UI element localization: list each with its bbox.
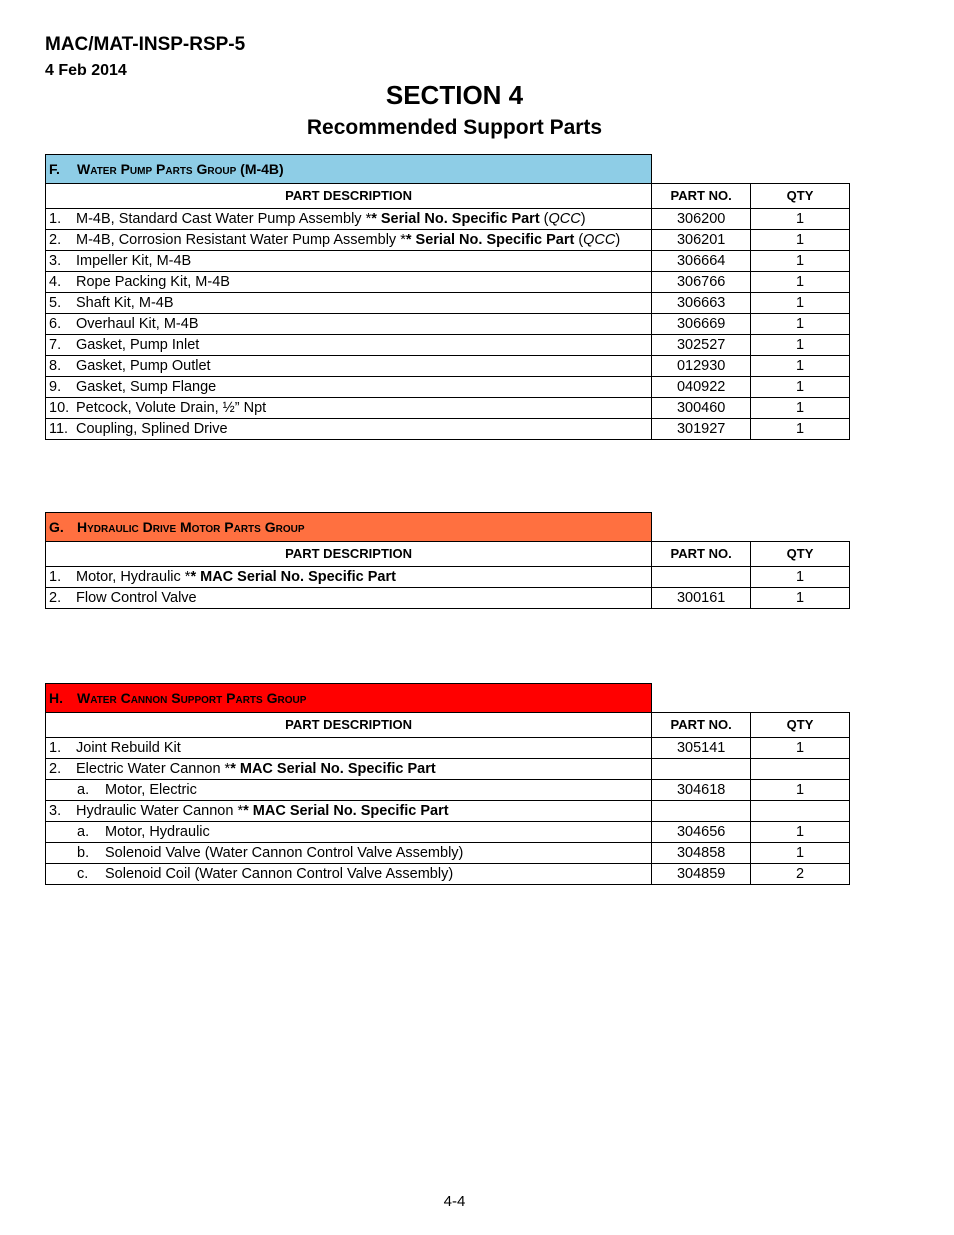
part-number: 300161 (652, 588, 751, 609)
hydraulic-drive-motor-parts-table (45, 512, 850, 609)
table-row (46, 356, 850, 377)
part-description (46, 843, 652, 864)
item-number: 1. (49, 211, 62, 227)
quantity: 1 (751, 738, 850, 759)
table-row (46, 251, 850, 272)
item-number: 2. (49, 232, 62, 248)
description-text: Gasket, Sump Flange (76, 379, 217, 395)
water-cannon-support-parts-table (45, 683, 850, 885)
part-description (46, 588, 652, 609)
column-header-row (46, 713, 850, 738)
quantity: 1 (751, 419, 850, 440)
quantity: 1 (751, 822, 850, 843)
serial-specific-note: * Serial No. Specific Part (371, 211, 540, 227)
qcc-note: QCC (548, 211, 581, 227)
description-text: Rope Packing Kit, M-4B (76, 274, 230, 290)
description-text: Motor, Electric (105, 782, 197, 798)
description-text: M-4B, Corrosion Resistant Water Pump Assembly * (76, 232, 406, 248)
sub-item-letter: a. (77, 824, 90, 840)
serial-specific-note: * MAC Serial No. Specific Part (243, 803, 449, 819)
part-description (46, 377, 652, 398)
part-description (46, 293, 652, 314)
table-row (46, 738, 850, 759)
quantity: 1 (751, 843, 850, 864)
description-text: Shaft Kit, M-4B (76, 295, 174, 311)
serial-specific-note: * MAC Serial No. Specific Part (190, 569, 396, 585)
paren-open: ( (574, 232, 584, 248)
description-text: Impeller Kit, M-4B (76, 253, 192, 269)
description-text: M-4B, Standard Cast Water Pump Assembly * (76, 211, 372, 227)
part-number: 302527 (652, 335, 751, 356)
sub-item-letter: b. (77, 845, 90, 861)
item-number: 10. (49, 400, 70, 416)
table-row (46, 588, 850, 609)
table-row (46, 567, 850, 588)
part-description (46, 335, 652, 356)
quantity: 1 (751, 398, 850, 419)
column-header-part-no: PART NO. (652, 713, 751, 738)
table-row (46, 419, 850, 440)
part-number (652, 759, 751, 780)
group-title: Water Cannon Support Parts Group (77, 690, 307, 706)
water-pump-parts-table (45, 154, 850, 440)
quantity: 1 (751, 230, 850, 251)
description-text: Joint Rebuild Kit (76, 740, 181, 756)
part-description (46, 314, 652, 335)
column-header-description: PART DESCRIPTION (46, 542, 652, 567)
paren-close: ) (615, 232, 621, 248)
serial-specific-note: * MAC Serial No. Specific Part (230, 761, 436, 777)
group-title: Water Pump Parts Group (77, 161, 237, 177)
group-header-blank (652, 684, 850, 713)
column-header-description: PART DESCRIPTION (46, 713, 652, 738)
part-number (652, 801, 751, 822)
table-row (46, 209, 850, 230)
part-description (46, 864, 652, 885)
item-number: 4. (49, 274, 62, 290)
part-number: 304859 (652, 864, 751, 885)
description-text: Flow Control Valve (76, 590, 197, 606)
quantity: 1 (751, 335, 850, 356)
part-number: 040922 (652, 377, 751, 398)
column-header-qty: QTY (751, 542, 850, 567)
column-header-part-no: PART NO. (652, 542, 751, 567)
part-description (46, 356, 652, 377)
quantity: 1 (751, 780, 850, 801)
item-number: 5. (49, 295, 62, 311)
group-header-row (46, 684, 850, 713)
quantity: 2 (751, 864, 850, 885)
table-row (46, 780, 850, 801)
column-header-description: PART DESCRIPTION (46, 184, 652, 209)
table-row (46, 293, 850, 314)
table-row (46, 801, 850, 822)
item-number: 2. (49, 590, 62, 606)
part-description (46, 822, 652, 843)
part-description (46, 567, 652, 588)
part-number (652, 567, 751, 588)
group-title-cell (46, 155, 652, 184)
group-header-row (46, 155, 850, 184)
quantity (751, 759, 850, 780)
description-text: Overhaul Kit, M-4B (76, 316, 199, 332)
table-row (46, 398, 850, 419)
part-number: 012930 (652, 356, 751, 377)
paren-open: ( (539, 211, 549, 227)
description-text: Motor, Hydraulic * (76, 569, 191, 585)
column-header-row (46, 184, 850, 209)
description-text: Motor, Hydraulic (105, 824, 210, 840)
part-number: 304618 (652, 780, 751, 801)
table-row (46, 314, 850, 335)
part-description (46, 801, 652, 822)
group-header-blank (652, 155, 850, 184)
table-row (46, 272, 850, 293)
part-number: 306201 (652, 230, 751, 251)
table-row (46, 822, 850, 843)
part-number: 300460 (652, 398, 751, 419)
item-number: 8. (49, 358, 62, 374)
table-row (46, 377, 850, 398)
description-text: Coupling, Splined Drive (76, 421, 228, 437)
part-description (46, 738, 652, 759)
description-text: Gasket, Pump Outlet (76, 358, 211, 374)
part-description (46, 419, 652, 440)
group-title-suffix: (M-4B) (236, 161, 284, 177)
quantity: 1 (751, 251, 850, 272)
part-number: 306669 (652, 314, 751, 335)
item-number: 3. (49, 803, 62, 819)
description-text: Solenoid Valve (Water Cannon Control Valve Assembly) (105, 845, 464, 861)
description-text: Hydraulic Water Cannon * (76, 803, 244, 819)
description-text: Solenoid Coil (Water Cannon Control Valve Assembly) (105, 866, 454, 882)
item-number: 7. (49, 337, 62, 353)
quantity: 1 (751, 377, 850, 398)
part-description (46, 272, 652, 293)
table-row (46, 759, 850, 780)
group-letter: H. (49, 690, 63, 706)
quantity: 1 (751, 567, 850, 588)
part-number: 301927 (652, 419, 751, 440)
qcc-note: QCC (583, 232, 616, 248)
part-description (46, 780, 652, 801)
serial-specific-note: * Serial No. Specific Part (405, 232, 575, 248)
part-description (46, 251, 652, 272)
table-row (46, 335, 850, 356)
quantity: 1 (751, 356, 850, 377)
item-number: 9. (49, 379, 62, 395)
part-number: 304656 (652, 822, 751, 843)
quantity: 1 (751, 314, 850, 335)
column-header-qty: QTY (751, 713, 850, 738)
part-number: 305141 (652, 738, 751, 759)
description-text: Gasket, Pump Inlet (76, 337, 200, 353)
document-id: MAC/MAT-INSP-RSP-5 (45, 34, 246, 55)
item-number: 6. (49, 316, 62, 332)
page-number: 4-4 (443, 1193, 466, 1210)
quantity: 1 (751, 293, 850, 314)
column-header-part-no: PART NO. (652, 184, 751, 209)
part-description (46, 398, 652, 419)
quantity (751, 801, 850, 822)
group-header-row (46, 513, 850, 542)
part-description (46, 230, 652, 251)
quantity: 1 (751, 272, 850, 293)
document-date: 4 Feb 2014 (45, 62, 127, 79)
part-number: 306664 (652, 251, 751, 272)
item-number: 2. (49, 761, 62, 777)
sub-item-letter: c. (77, 866, 89, 882)
section-title: SECTION 4 (385, 80, 524, 110)
quantity: 1 (751, 209, 850, 230)
item-number: 11. (49, 421, 69, 437)
item-number: 1. (49, 569, 62, 585)
part-number: 306663 (652, 293, 751, 314)
item-number: 3. (49, 253, 62, 269)
column-header-qty: QTY (751, 184, 850, 209)
part-description (46, 209, 652, 230)
part-number: 304858 (652, 843, 751, 864)
item-number: 1. (49, 740, 62, 756)
quantity: 1 (751, 588, 850, 609)
table-row (46, 864, 850, 885)
group-letter: F. (49, 161, 60, 177)
group-title-cell (46, 684, 652, 713)
group-title-cell (46, 513, 652, 542)
part-number: 306200 (652, 209, 751, 230)
sub-item-letter: a. (77, 782, 90, 798)
table-row (46, 843, 850, 864)
description-text: Petcock, Volute Drain, ½” Npt (76, 400, 267, 416)
group-title: Hydraulic Drive Motor Parts Group (77, 519, 305, 535)
column-header-row (46, 542, 850, 567)
paren-close: ) (580, 211, 586, 227)
part-number: 306766 (652, 272, 751, 293)
section-subtitle: Recommended Support Parts (306, 116, 603, 139)
group-header-blank (652, 513, 850, 542)
description-text: Electric Water Cannon * (76, 761, 231, 777)
table-row (46, 230, 850, 251)
part-description (46, 759, 652, 780)
group-letter: G. (49, 519, 64, 535)
